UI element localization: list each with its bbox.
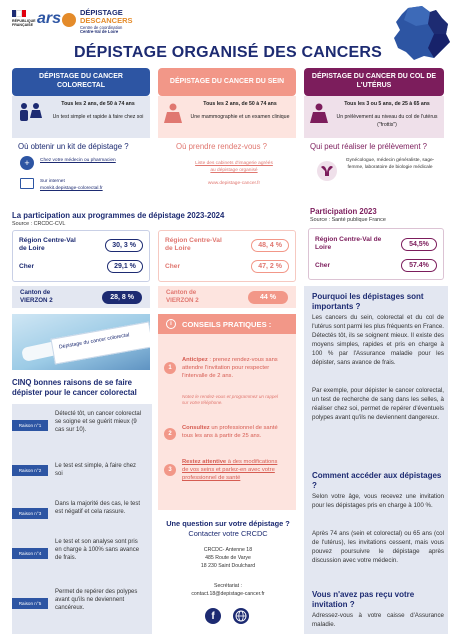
republic-line-1: RÉPUBLIQUE [12,19,36,23]
uterus-participation-source: Source : Santé publique France [310,217,386,223]
reason-text-5: Permet de repérer des polypes avant qu'ils ne deviennent cancéreux. [55,589,138,612]
people-icon [17,102,43,122]
conseil-2-bold: Consultez [182,425,210,431]
conseils-header [158,314,296,334]
computer-icon [20,178,34,189]
conseil-number-2: 2 [164,428,176,440]
reasons-title [12,378,152,397]
reason-text-1: Détecté tôt, un cancer colorectal se soigne et se guérit mieux (9 cas sur 10). [55,411,142,434]
colorectal-question: Où obtenir un kit de dépistage ? [18,142,129,151]
canton-label-1: Canton de [20,289,51,297]
uterus-region-value: 54,5% [401,238,437,251]
sein-question: Où prendre rendez-vous ? [176,142,268,151]
contact-secretariat [158,582,298,598]
conseil-1-text: : prenez rendez-vous sans attendre l'invitation pour respecter l'intervalle de 2 ans. [182,357,278,380]
reason-label-2: Raison n°2 [12,465,48,476]
uterus-cher-label: Cher [315,261,331,269]
sein-region-label: Région Centre-Val de Loire [165,236,222,252]
brand-line-1: DÉPISTAGE [80,8,123,17]
sein-region-value: 48, 4 % [251,239,289,252]
canton-label-2b: VIERZON 2 [166,297,199,304]
reason-label-3: Raison n°3 [12,508,48,519]
uterus-ages: Tous les 3 ou 5 ans, de 25 à 65 ans [344,101,430,107]
sein-title: DÉPISTAGE DU CANCER DU SEIN [169,77,285,85]
conseil-3-text: à des modifications de vos seins et parlez-en avec votre professionnel de santé [182,459,278,482]
brand-line-3: Centre de coordination [80,24,123,30]
page-title: DÉPISTAGE ORGANISÉ DES CANCERS [74,44,382,61]
sein-desc: Une mammographie et un examen clinique [190,114,290,120]
republic-line-2: FRANÇAISE [12,23,33,28]
conseil-number-3: 3 [164,464,176,476]
colorectal-header [12,68,150,96]
contact-addr-2: 485 Route de Varye [205,555,251,562]
canton-label-2: VIERZON 2 [20,297,53,304]
brand-line-2: DESCANCERS [80,16,133,26]
sein-ages: Tous les 2 ans, de 50 à 74 ans [203,101,277,107]
uterus-desc: Un prélèvement au niveau du col de l'utérus ("frottis") [336,114,438,128]
contact-address [158,546,298,570]
invitation-paragraph: Adressez-vous à votre caisse d'Assurance maladie. [312,612,444,628]
why-paragraph-2: Par exemple, pour dépister le cancer colorectal, un test de recherche de sang dans les selles, à réaliser chez soi, permet de repérer d'éventuels polypes avant qu'ils ne deviennent dangereux. [312,387,444,421]
uterus-header [304,68,444,96]
globe-icon[interactable] [233,608,249,624]
contact-title-2: Contacter votre CRCDC [188,528,268,538]
reasons-title-2: dépister pour le cancer colorectal [12,387,137,397]
conseil-2 [182,424,282,440]
sein-canton [158,286,296,308]
access-paragraph-2: Après 74 ans (sein et colorectal) ou 65 ans (col de l'utérus), les invitations cessent, mais vous pouvez poursuivre le dépistage après discussion avec votre médecin. [312,530,444,564]
conseil-2-text: un professionnel de santé tous les ans à partir de 25 ans. [182,425,278,440]
contact-title-1: Une question sur votre dépistage ? [166,519,290,528]
access-paragraph-1: Selon votre âge, vous recevez une invitation pour les dépistages pris en charge à 100 %. [312,493,444,509]
conseil-number-1: 1 [164,362,176,374]
why-paragraph-1: Les cancers du sein, colorectal et du col de l'utérus sont parmi les plus fréquents en France. Détectés tôt, ils se soignent mieux. Il existe des moyens simples, rapides et pris en charge à 100 % par l'Assurance maladie pour les dépister, sans avance de frais. [312,314,444,366]
colorectal-option-1[interactable]: Chez votre médecin ou pharmacien [40,158,116,163]
colorectal-cher-label: Cher [19,262,35,270]
uterus-cher-value: 57.4% [401,259,437,272]
pharmacy-icon: + [20,156,34,170]
uterus-region-label: Région Centre-Val de Loire [315,235,382,251]
contact-sec-label: Secrétariat : [214,583,242,589]
reason-label-1: Raison n°1 [12,420,48,431]
uterus-title: DÉPISTAGE DU CANCER DU COL DE L'UTÉRUS [311,73,437,89]
colorectal-canton-value: 28, 8 % [102,291,142,304]
uterus-icon [316,160,338,182]
contact-title [154,519,302,538]
woman-icon-2 [309,102,329,124]
colorectal-region-label: Région Centre-Val de Loire [19,236,76,252]
colorectal-region-value: 30, 3 % [105,239,143,252]
reason-text-3: Dans la majorité des cas, le test est négatif et cela rassure. [55,501,141,516]
sein-stats [158,230,296,282]
conseils-title: CONSEILS PRATIQUES : [182,319,272,329]
brand-block [80,9,133,35]
republique-francaise-logo [12,10,36,34]
facebook-icon[interactable]: f [205,608,221,624]
sein-header [158,68,296,96]
colorectal-canton [12,286,150,308]
ars-logo: ars [37,10,62,27]
uterus-question: Qui peut réaliser le prélèvement ? [310,142,428,151]
reason-label-4: Raison n°4 [12,548,48,559]
reasons-title-1: CINQ bonnes raisons de se faire [12,378,133,387]
conseil-1-bold: Anticipez [182,357,208,363]
reason-text-4: Le test et son analyse sont pris en charge à 100% sans avance de frais. [55,539,140,562]
kit-photo [12,314,150,370]
participation-source: Source : CRCDC-CVL [12,221,66,227]
contact-addr-1: CRCDC- Antenne 18 [203,547,253,553]
monkit-link[interactable]: monkit.depistage-colorectal.fr [40,186,103,191]
dc-logo-icon [62,13,76,27]
sein-cher-label: Cher [165,262,181,270]
access-heading: Comment accéder aux dépistages ? [312,471,442,490]
reason-text-2: Le test est simple, à faire chez soi [55,463,137,478]
conseil-1 [182,356,282,380]
uterus-stats [308,228,444,280]
reason-label-5: Raison n°5 [12,598,48,609]
conseil-1-note: Notez le rendez-vous et programmez un rappel sur votre téléphone. [182,394,279,406]
conseil-3 [182,458,282,482]
sein-canton-value: 44 % [248,291,288,304]
contact-addr-3: 18 230 Saint Doulchard [200,563,256,570]
colorectal-ages: Tous les 2 ans, de 50 à 74 ans [61,101,135,107]
why-heading: Pourquoi les dépistages sont importants ? [312,292,424,311]
sein-cher-value: 47, 2 % [251,260,289,273]
invitation-heading: Vous n'avez pas reçu votre invitation ? [312,590,415,609]
colorectal-stats [12,230,150,282]
sein-website[interactable]: www.depistage-cancer.fr [207,181,261,186]
colorectal-option-2a: Sur internet [40,179,65,184]
colorectal-desc: Un test simple et rapide à faire chez soi [52,114,144,120]
uterus-participation-title: Participation 2023 [310,207,377,216]
conseil-3-bold: Restez attentive [182,459,227,465]
woman-icon [163,102,183,124]
brand-line-4: Centre-Val de Loire [80,29,119,35]
kit-label: Dépistage du cancer colorectal [58,332,130,351]
contact-email[interactable]: contact.18@depistage-cancer.fr [191,591,265,598]
sein-option-1[interactable]: Liste des cabinets d'imagerie agréés au dépistage organisé [195,161,273,174]
uterus-option-1: Gynécologue, médecin généraliste, sage-femme, laboratoire de biologie médicale [345,158,435,171]
header [0,0,456,40]
participation-title: La participation aux programmes de dépistage 2023-2024 [12,211,225,220]
info-icon: i [166,319,176,329]
canton-label-1b: Canton de [166,289,197,297]
colorectal-cher-value: 29,1 % [107,260,143,273]
colorectal-title: DÉPISTAGE DU CANCER COLORECTAL [39,73,123,89]
